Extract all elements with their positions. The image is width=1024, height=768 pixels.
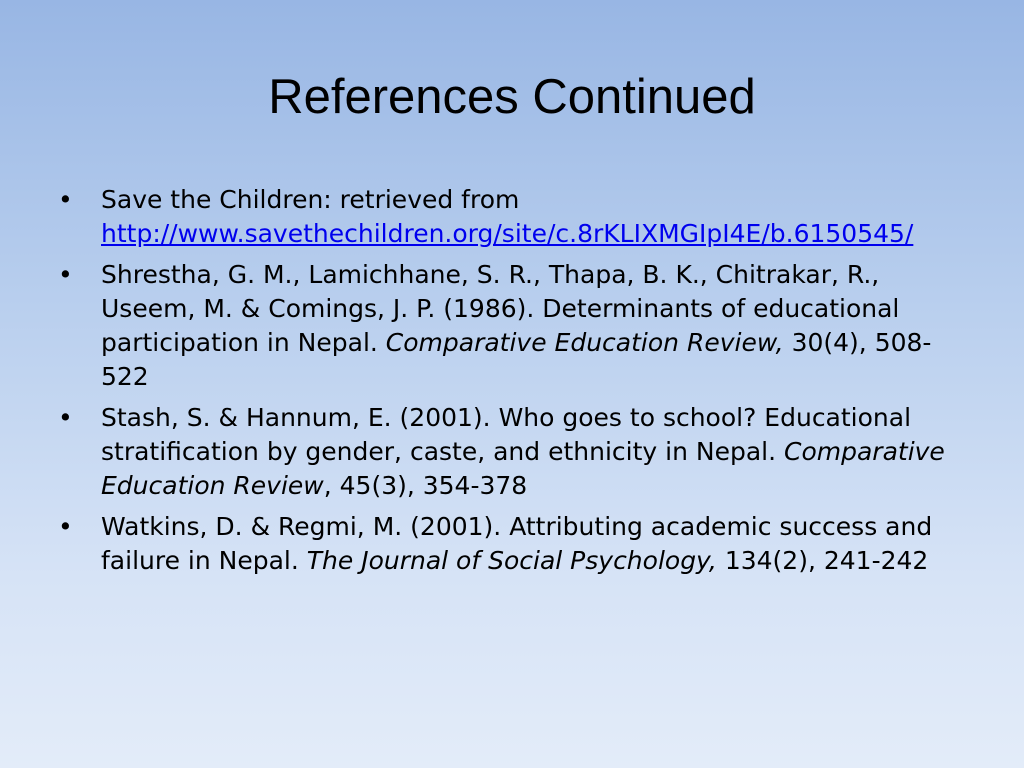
reference-journal: The Journal of Social Psychology, (306, 546, 717, 575)
bullet-icon: • (58, 512, 73, 541)
bullet-icon: • (58, 403, 73, 432)
reference-text: Save the Children: retrieved from (101, 185, 520, 214)
reference-item-watkins (58, 510, 978, 578)
reference-item-shrestha (58, 258, 978, 394)
reference-journal: Comparative Education Review, (385, 328, 784, 357)
reference-item-save-the-children (58, 183, 978, 251)
bullet-icon: • (58, 260, 73, 289)
slide-title: References Continued (268, 70, 756, 124)
reference-authors-title: Stash, S. & Hannum, E. (2001). Who goes to school? Educational stratification by gender, caste, and ethnicity in Nepal. (101, 403, 912, 466)
references-list (58, 183, 978, 585)
reference-citation: 134(2), 241-242 (716, 546, 929, 575)
reference-journal: Comparative Education Review (101, 437, 945, 500)
reference-citation: 30(4), 508-522 (101, 328, 932, 391)
reference-item-stash (58, 401, 978, 503)
reference-citation: , 45(3), 354-378 (323, 471, 528, 500)
reference-authors-title: Watkins, D. & Regmi, M. (2001). Attributing academic success and failure in Nepal. (101, 512, 933, 575)
reference-link[interactable]: http://www.savethechildren.org/site/c.8rKLIXMGIpI4E/b.6150545/ (101, 219, 914, 248)
reference-authors-title: Shrestha, G. M., Lamichhane, S. R., Thapa, B. K., Chitrakar, R., Useem, M. & Comings, J. P. (1986). Determinants of educational participation in Nepal. (101, 260, 900, 357)
bullet-icon: • (58, 185, 73, 214)
